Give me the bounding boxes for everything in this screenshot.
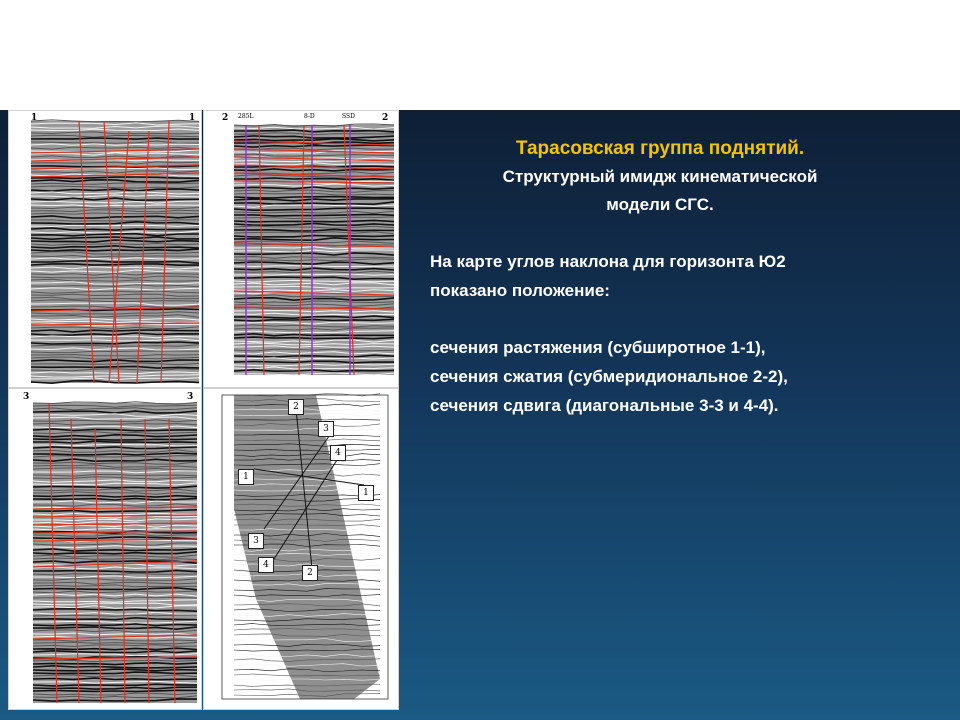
seismic-panel-2	[203, 110, 399, 388]
dip-angle-map-panel	[203, 388, 399, 710]
list-item: сечения сдвига (диагональные 3-3 и 4-4).	[430, 396, 779, 415]
seismic-section-2-graphic	[204, 111, 398, 387]
panel-2-label-left: 2	[222, 113, 229, 123]
section-marker-2-top: 2	[288, 399, 304, 415]
section-marker-3-top: 3	[318, 421, 334, 437]
top-white-band	[0, 0, 960, 110]
well-label: 8-D	[304, 113, 315, 120]
subtitle-line: модели СГС.	[606, 195, 714, 214]
list-item: сечения сжатия (субмеридиональное 2-2),	[430, 367, 788, 386]
list-item: сечения растяжения (субширотное 1-1),	[430, 338, 766, 357]
slide-subtitle	[430, 163, 890, 219]
description-paragraph	[430, 247, 940, 305]
seismic-section-1-graphic	[9, 111, 201, 387]
seismic-section-3-graphic	[9, 389, 201, 709]
texture-stroke	[33, 441, 197, 443]
section-marker-2-bottom: 2	[302, 565, 318, 581]
panel-3-label-left: 3	[23, 392, 30, 402]
slide-text-block	[430, 138, 940, 420]
section-marker-4-top: 4	[330, 445, 346, 461]
well-label: 285L	[238, 113, 254, 120]
section-marker-3-bottom: 3	[248, 533, 264, 549]
section-marker-1-right: 1	[358, 485, 374, 501]
paragraph-line: На карте углов наклона для горизонта Ю2	[430, 252, 786, 271]
panel-2-label-right: 2	[382, 113, 389, 123]
dip-angle-map-graphic	[204, 389, 398, 709]
subtitle-line: Структурный имидж кинематической	[502, 167, 818, 186]
slide-title: Тарасовская группа поднятий.	[515, 138, 805, 159]
section-list	[430, 333, 940, 420]
well-label: SSD	[342, 113, 355, 120]
seismic-panel-3	[8, 388, 202, 710]
paragraph-line: показано положение:	[430, 281, 610, 300]
panel-1-label-right: 1	[189, 113, 196, 123]
texture-stroke	[31, 138, 199, 139]
panel-3-label-right: 3	[187, 392, 194, 402]
section-marker-1-left: 1	[238, 469, 254, 485]
panel-1-label-left: 1	[31, 113, 38, 123]
section-marker-4-bottom: 4	[258, 557, 274, 573]
seismic-panel-1	[8, 110, 202, 388]
